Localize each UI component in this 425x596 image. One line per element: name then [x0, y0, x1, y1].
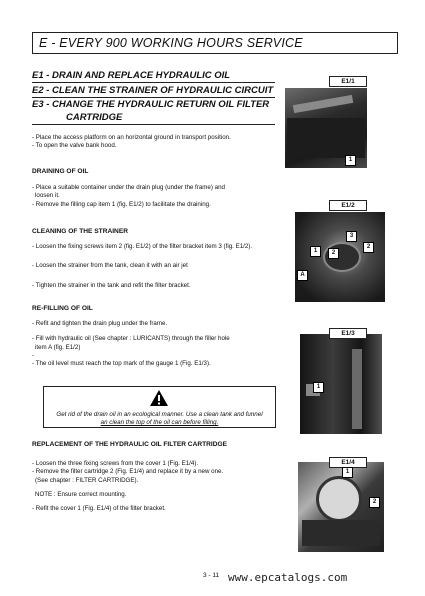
refilling-text: - Refit and tighten the drain plug under the frame. - Fill with hydraulic oil (See chapter : LURICANTS) through the filler hole item A (fig. E1/2) - - The oil level must reach the top mark of the gauge 1 (Fig. E1/3). — [32, 320, 230, 368]
intro-text: - Place the access platform on an horizontal ground in transport position. - To open the valve bank hood. — [32, 134, 231, 150]
figure-callout: 3 — [346, 231, 357, 242]
watermark: www.epcatalogs.com — [228, 571, 348, 584]
figure-callout: 2 — [363, 242, 374, 253]
figure-e1-4-label: E1/4 — [329, 457, 367, 468]
warning-icon — [149, 389, 169, 407]
warning-box — [43, 386, 276, 428]
warning-text: Get rid of the drain oil in an ecological manner. Use a clean tank and funnel an clean the top of the oil can before filling. — [56, 411, 263, 426]
figure-callout: 1 — [313, 382, 324, 393]
figure-e1-3-label: E1/3 — [329, 328, 367, 339]
divider — [32, 82, 275, 83]
figure-callout: 2 — [328, 248, 339, 259]
replacement-title: REPLACEMENT OF THE HYDRAULIC OIL FILTER CARTRIDGE — [32, 441, 228, 448]
figure-e1-2-label: E1/2 — [329, 200, 367, 211]
refilling-title: RE-FILLING OF OIL — [32, 305, 93, 312]
figure-e1-2-photo — [295, 212, 385, 302]
cleaning-title: CLEANING OF THE STRAINER — [32, 228, 128, 235]
heading-e1: E1 - DRAIN AND REPLACE HYDRAULIC OIL — [32, 70, 231, 81]
heading-e3: E3 - CHANGE THE HYDRAULIC RETURN OIL FILTER — [32, 99, 270, 110]
replacement-text: - Loosen the three fixing screws from the cover 1 (Fig. E1/4). - Remove the filter cartridge 2 (Fig. E1/4) and replace it by a new one. (See chapter : FILTER CARTRIDGE). NOTE : Ensure correct mounting. - Refit the cover 1 (Fig. E1/4) of the filter bracket. — [32, 460, 224, 513]
figure-callout: 1 — [345, 155, 356, 166]
figure-callout: 1 — [342, 467, 353, 478]
divider — [32, 97, 275, 98]
section-title: E - EVERY 900 WORKING HOURS SERVICE — [39, 36, 303, 50]
page-number: 3 - 11 — [203, 572, 220, 579]
draining-title: DRAINING OF OIL — [32, 168, 89, 175]
cleaning-text: - Loosen the fixing screws item 2 (fig. E1/2) of the filter bracket item 3 (fig. E1/2). - Loosen the strainer from the tank, clean it with an air jet - Tighten the strainer in the tank and refit the filter bracket. — [32, 243, 253, 289]
draining-text: - Place a suitable container under the drain plug (under the frame) and loosen it. - Remove the filling cap item 1 (fig. E1/2) to facilitate the draining. — [32, 184, 225, 208]
figure-e1-1-label: E1/1 — [329, 76, 367, 87]
figure-callout: 1 — [310, 246, 321, 257]
section-title-box — [32, 32, 398, 54]
heading-e2: E2 - CLEAN THE STRAINER OF HYDRAULIC CIRCUIT — [32, 85, 274, 96]
figure-callout: A — [297, 270, 308, 281]
figure-callout: 2 — [369, 497, 380, 508]
divider — [32, 124, 275, 125]
heading-e3-cont: CARTRIDGE — [66, 112, 123, 123]
